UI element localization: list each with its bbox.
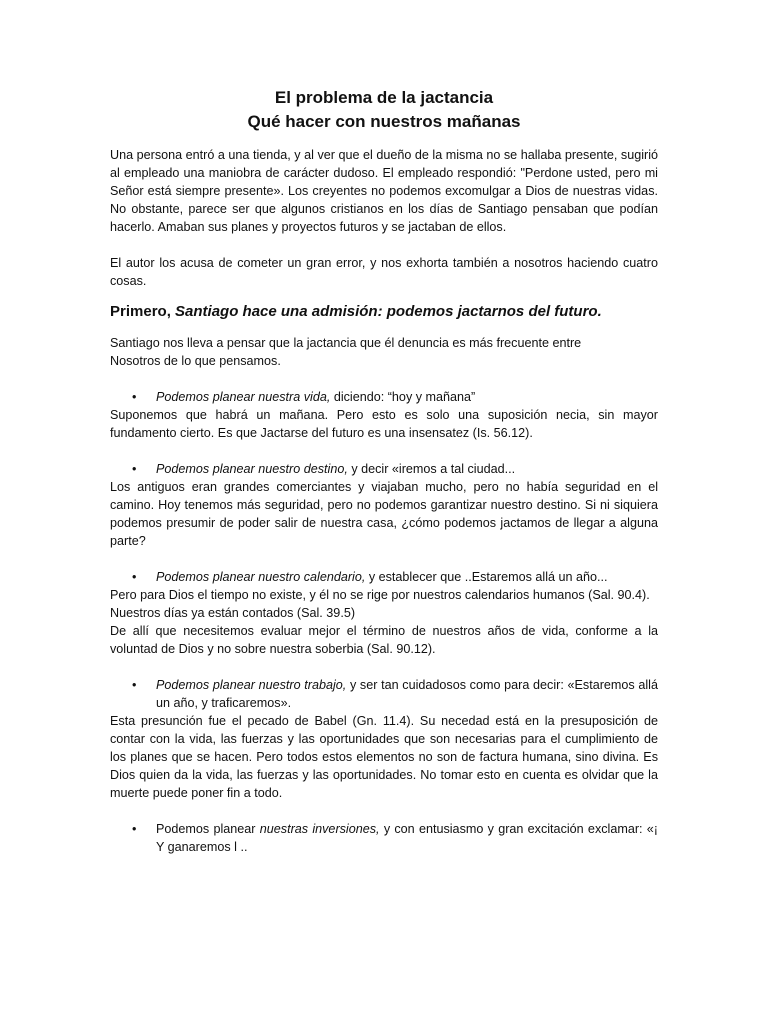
second-paragraph: El autor los acusa de cometer un gran error, y nos exhorta también a nosotros haciendo cuatro cosas. bbox=[110, 256, 658, 288]
bullet-item bbox=[110, 388, 658, 406]
bullet-dot: • bbox=[132, 678, 137, 692]
document-content bbox=[110, 86, 658, 856]
bullet-body: Los antiguos eran grandes comerciantes y viajaban mucho, pero no había seguridad en el camino. Hoy tenemos más seguridad, pero no podemos garantizar nuestro destino. Si ni siquiera podemos presumir de poder salir de nuestra casa, ¿cómo podemos jactamos de llegar a alguna parte? bbox=[110, 480, 658, 548]
bullet-item bbox=[110, 568, 658, 586]
bullet-italic: Podemos planear nuestra vida, bbox=[156, 390, 331, 404]
bullet-dot: • bbox=[132, 822, 137, 836]
bullet-italic: nuestras inversiones, bbox=[259, 822, 380, 836]
bullet-item bbox=[110, 820, 658, 856]
bullet-normal: y establecer que ..Estaremos allá un año... bbox=[365, 570, 608, 584]
bullet-dot: • bbox=[132, 390, 137, 404]
section-intro-line2: Nosotros de lo que pensamos. bbox=[110, 354, 281, 368]
section-heading bbox=[110, 302, 658, 322]
bullet-italic: Podemos planear nuestro destino, bbox=[156, 462, 348, 476]
bullet-italic: Podemos planear nuestro calendario, bbox=[156, 570, 366, 584]
section-heading-prefix: Primero, bbox=[110, 303, 176, 320]
bullet-body: Pero para Dios el tiempo no existe, y él no se rige por nuestros calendarios humanos (Sal. 90.4). bbox=[110, 588, 650, 602]
intro-paragraph: Una persona entró a una tienda, y al ver que el dueño de la misma no se hallaba presente, sugirió al empleado una maniobra de carácter dudoso. El empleado respondió: "Perdone usted, pero mi Señor está siempre presente». Los creyentes no podemos excomulgar a Dios de nuestras vidas. No obstante, parece ser que algunos cristianos en los días de Santiago pensaban que podían hacerlo. Amaban sus planes y proyectos futuros y se jactaban de ellos. bbox=[110, 148, 658, 234]
bullet-item bbox=[110, 676, 658, 712]
bullet-body: Suponemos que habrá un mañana. Pero esto es solo una suposición necia, sin mayor fundamento cierto. Es que Jactarse del futuro es una insensatez (Is. 56.12). bbox=[110, 408, 658, 440]
bullet-dot: • bbox=[132, 570, 137, 584]
bullet-italic: Podemos planear nuestro trabajo, bbox=[156, 678, 347, 692]
bullet-dot: • bbox=[132, 462, 137, 476]
bullet-normal: y con entusiasmo y gran excitación exclamar: «¡ Y ganaremos l .. bbox=[156, 822, 658, 854]
bullet-normal: diciendo: “hoy y mañana” bbox=[330, 390, 476, 404]
bullet-normal-pre: Podemos planear bbox=[156, 822, 260, 836]
section-intro-line1: Santiago nos lleva a pensar que la jactancia que él denuncia es más frecuente entre bbox=[110, 336, 582, 350]
bullet-normal: y decir «iremos a tal ciudad... bbox=[347, 462, 516, 476]
bullet-body: Esta presunción fue el pecado de Babel (Gn. 11.4). Su necedad está en la presuposición de contar con la vida, las fuerzas y las oportunidades que son necesarias para el cumplimiento de los planes que se hacen. Pero todos estos elementos no son de factura humana, sino divina. Es Dios quien da la vida, las fuerzas y las oportunidades. No tomar esto en cuenta es olvidar que la muerte puede poner fin a todo. bbox=[110, 714, 658, 800]
section-heading-italic: Santiago hace una admisión: podemos jactarnos del futuro. bbox=[175, 303, 602, 320]
bullet-normal: y ser tan cuidadosos como para decir: «Estaremos allá un año, y traficaremos». bbox=[156, 678, 658, 710]
document-title: El problema de la jactancia bbox=[274, 88, 494, 107]
bullet-body: Nuestros días ya están contados (Sal. 39.5) bbox=[110, 606, 356, 620]
bullet-item bbox=[110, 460, 658, 478]
bullet-body: De allí que necesitemos evaluar mejor el término de nuestros años de vida, conforme a la voluntad de Dios y no sobre nuestra soberbia (Sal. 90.12). bbox=[110, 624, 658, 656]
document-subtitle: Qué hacer con nuestros mañanas bbox=[247, 112, 521, 131]
